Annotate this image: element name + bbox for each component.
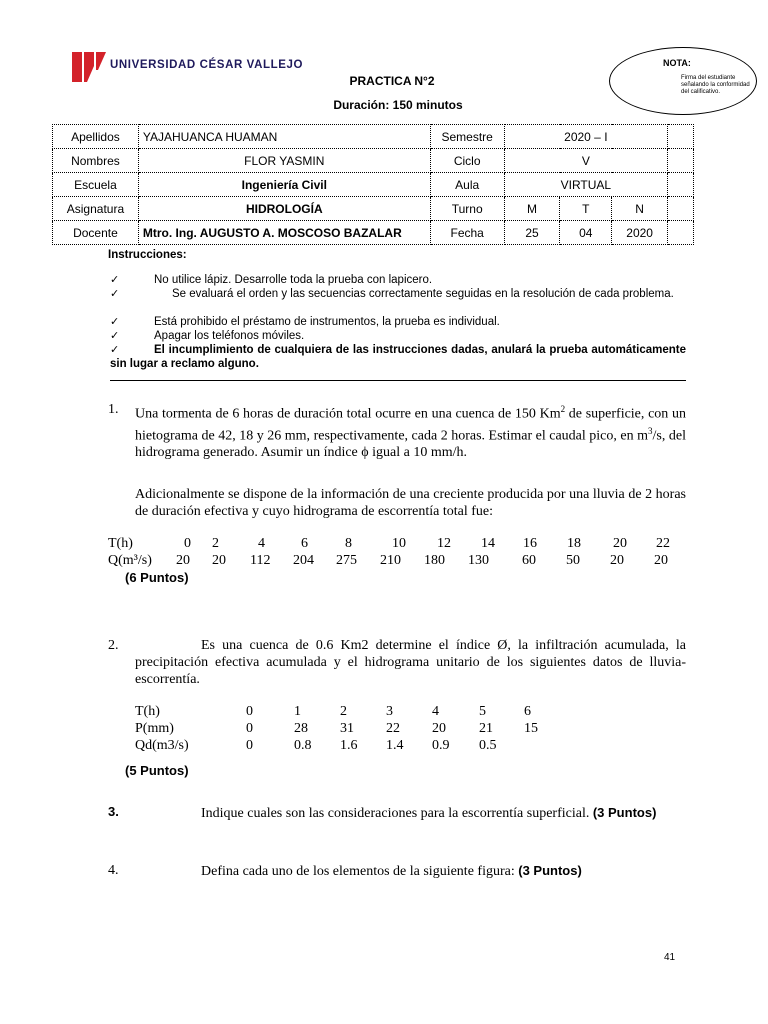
q1-t-value: 2 [212,536,219,551]
nombres-label: Nombres [53,149,139,173]
table-row [53,149,694,173]
q2-cell: 0.9 [432,738,450,753]
q3-number: 3. [108,804,119,819]
page-title: PRACTICA N°2 [349,74,435,88]
nombres-value: FLOR YASMIN [138,149,430,173]
q1-q-value: 210 [380,553,401,568]
q1-t-value: 16 [523,536,537,551]
q1-q-value: 20 [654,553,668,568]
q4-text: Defina cada uno de los elementos de la siguiente figura: (3 Puntos) [201,863,582,879]
list-item: ✓ Apagar los teléfonos móviles. [110,329,305,342]
q1-t-value: 0 [184,536,191,551]
asignatura-label: Asignatura [53,197,139,221]
q1-q-value: 275 [336,553,357,568]
q1-q-value: 20 [610,553,624,568]
q1-text2: Adicionalmente se dispone de la información de una creciente producida por una lluvia de 2 horas de duración efectiva y cuyo hidrograma de escorrentía total fue: [135,487,686,519]
q2-cell: 0 [246,704,253,719]
q1-q-label: Q(m³/s) [108,553,152,568]
q2-cell: 15 [524,721,538,736]
q1-number: 1. [108,402,119,417]
turno-t: T [560,197,612,221]
list-item: ✓ Está prohibido el préstamo de instrumentos, la prueba es individual. [110,315,500,328]
checkmark-icon: ✓ [110,343,120,356]
table-row [53,221,694,245]
q2-points: (5 Puntos) [125,763,189,778]
table-row [53,173,694,197]
q2-cell: 4 [432,704,439,719]
q2-cell: 3 [386,704,393,719]
q2-cell: 28 [294,721,308,736]
fecha-year: 2020 [612,221,668,245]
escuela-label: Escuela [53,173,139,197]
nota-label: NOTA: [663,58,691,68]
q1-q-value: 20 [212,553,226,568]
q2-row-label: Qd(m3/s) [135,738,189,753]
table-row [53,197,694,221]
q4-number: 4. [108,863,119,878]
docente-label: Docente [53,221,139,245]
q1-t-value: 10 [392,536,406,551]
checkmark-icon: ✓ [110,287,120,300]
empty-cell [668,173,694,197]
q2-cell: 2 [340,704,347,719]
q1-t-value: 22 [656,536,670,551]
q1-q-value: 112 [250,553,271,568]
semestre-value: 2020 – I [504,125,667,149]
q2-cell: 0 [246,721,253,736]
nota-text: Firma del estudiante señalando la conformidad del calificativo. [681,75,750,96]
list-item: ✓ El incumplimiento de cualquiera de las instrucciones dadas, anulará la prueba automáticamente sin lugar a reclamo alguno. [110,343,686,370]
q2-cell: 1.4 [386,738,404,753]
q2-cell: 21 [479,721,493,736]
q1-t-label: T(h) [108,536,133,551]
checkmark-icon: ✓ [110,315,120,328]
turno-m: M [504,197,560,221]
q2-cell: 6 [524,704,531,719]
apellidos-label: Apellidos [53,125,139,149]
page-number: 41 [664,952,676,963]
docente-value: Mtro. Ing. AUGUSTO A. MOSCOSO BAZALAR [138,221,430,245]
q1-text: Una tormenta de 6 horas de duración total ocurre en una cuenca de 150 Km$^2$ de superficie, con un hietograma de 42, 18 y 26 mm, respectivamente, cada 2 horas. Estimar el caudal pico, en $m^3/s$, del hidrograma generado. Asumir un índice ϕ igual a 10 mm/h. [135,404,686,461]
escuela-value: Ingeniería Civil [138,173,430,197]
q1-q-value: 50 [566,553,580,568]
turno-label: Turno [430,197,504,221]
q1-t-value: 14 [481,536,495,551]
q1-points: (6 Puntos) [125,570,189,585]
logo-text: UNIVERSIDAD CÉSAR VALLEJO [110,59,304,71]
checkmark-icon: ✓ [110,329,120,342]
q1-q-value: 180 [424,553,445,568]
q2-number: 2. [108,638,119,653]
aula-label: Aula [430,173,504,197]
q2-cell: 20 [432,721,446,736]
q1-t-value: 18 [567,536,581,551]
empty-cell [668,149,694,173]
q2-cell: 1.6 [340,738,358,753]
q2-cell: 0 [246,738,253,753]
empty-cell [668,221,694,245]
fecha-month: 04 [560,221,612,245]
q2-row-label: P(mm) [135,721,174,736]
q3-points: (3 Puntos) [592,805,657,820]
q2-text: Es una cuenca de 0.6 Km2 determine el índice Ø, la infiltración acumulada, la precipitación efectiva acumulada y el hidrograma unitario de los siguientes datos de lluvia- escorrentía. [135,638,686,687]
q1-q-value: 60 [522,553,536,568]
fecha-label: Fecha [430,221,504,245]
q1-t-value: 8 [345,536,352,551]
student-info-table [52,124,694,245]
q2-cell: 1 [294,704,301,719]
ciclo-value: V [504,149,667,173]
fecha-day: 25 [504,221,560,245]
instructions-title: Instrucciones: [108,249,187,261]
q1-t-value: 20 [613,536,627,551]
ciclo-label: Ciclo [430,149,504,173]
q1-t-value: 12 [437,536,451,551]
turno-n: N [612,197,668,221]
q2-cell: 22 [386,721,400,736]
q4-points: (3 Puntos) [518,863,582,878]
q1-t-value: 4 [258,536,265,551]
q1-q-value: 204 [293,553,314,568]
divider [110,380,686,381]
semestre-label: Semestre [430,125,504,149]
q2-cell: 0.8 [294,738,312,753]
q3-text: Indique cuales son las consideraciones para la escorrentía superficial. (3 Puntos) [201,805,657,821]
table-row [53,125,694,149]
duration: Duración: 150 minutos [333,98,463,112]
aula-value: VIRTUAL [504,173,667,197]
q1-q-value: 130 [468,553,489,568]
empty-cell [668,125,694,149]
q2-cell: 0.5 [479,738,497,753]
asignatura-value: HIDROLOGÍA [138,197,430,221]
q1-t-value: 6 [301,536,308,551]
empty-cell [668,197,694,221]
checkmark-icon: ✓ [110,273,120,286]
list-item: ✓ Se evaluará el orden y las secuencias correctamente seguidas en la resolución de cada problema. [110,287,674,300]
q1-q-value: 20 [176,553,190,568]
q2-row-label: T(h) [135,704,160,719]
q2-cell: 31 [340,721,354,736]
list-item: ✓ No utilice lápiz. Desarrolle toda la prueba con lapicero. [110,273,433,286]
q2-cell: 5 [479,704,486,719]
apellidos-value: YAJAHUANCA HUAMAN [138,125,430,149]
